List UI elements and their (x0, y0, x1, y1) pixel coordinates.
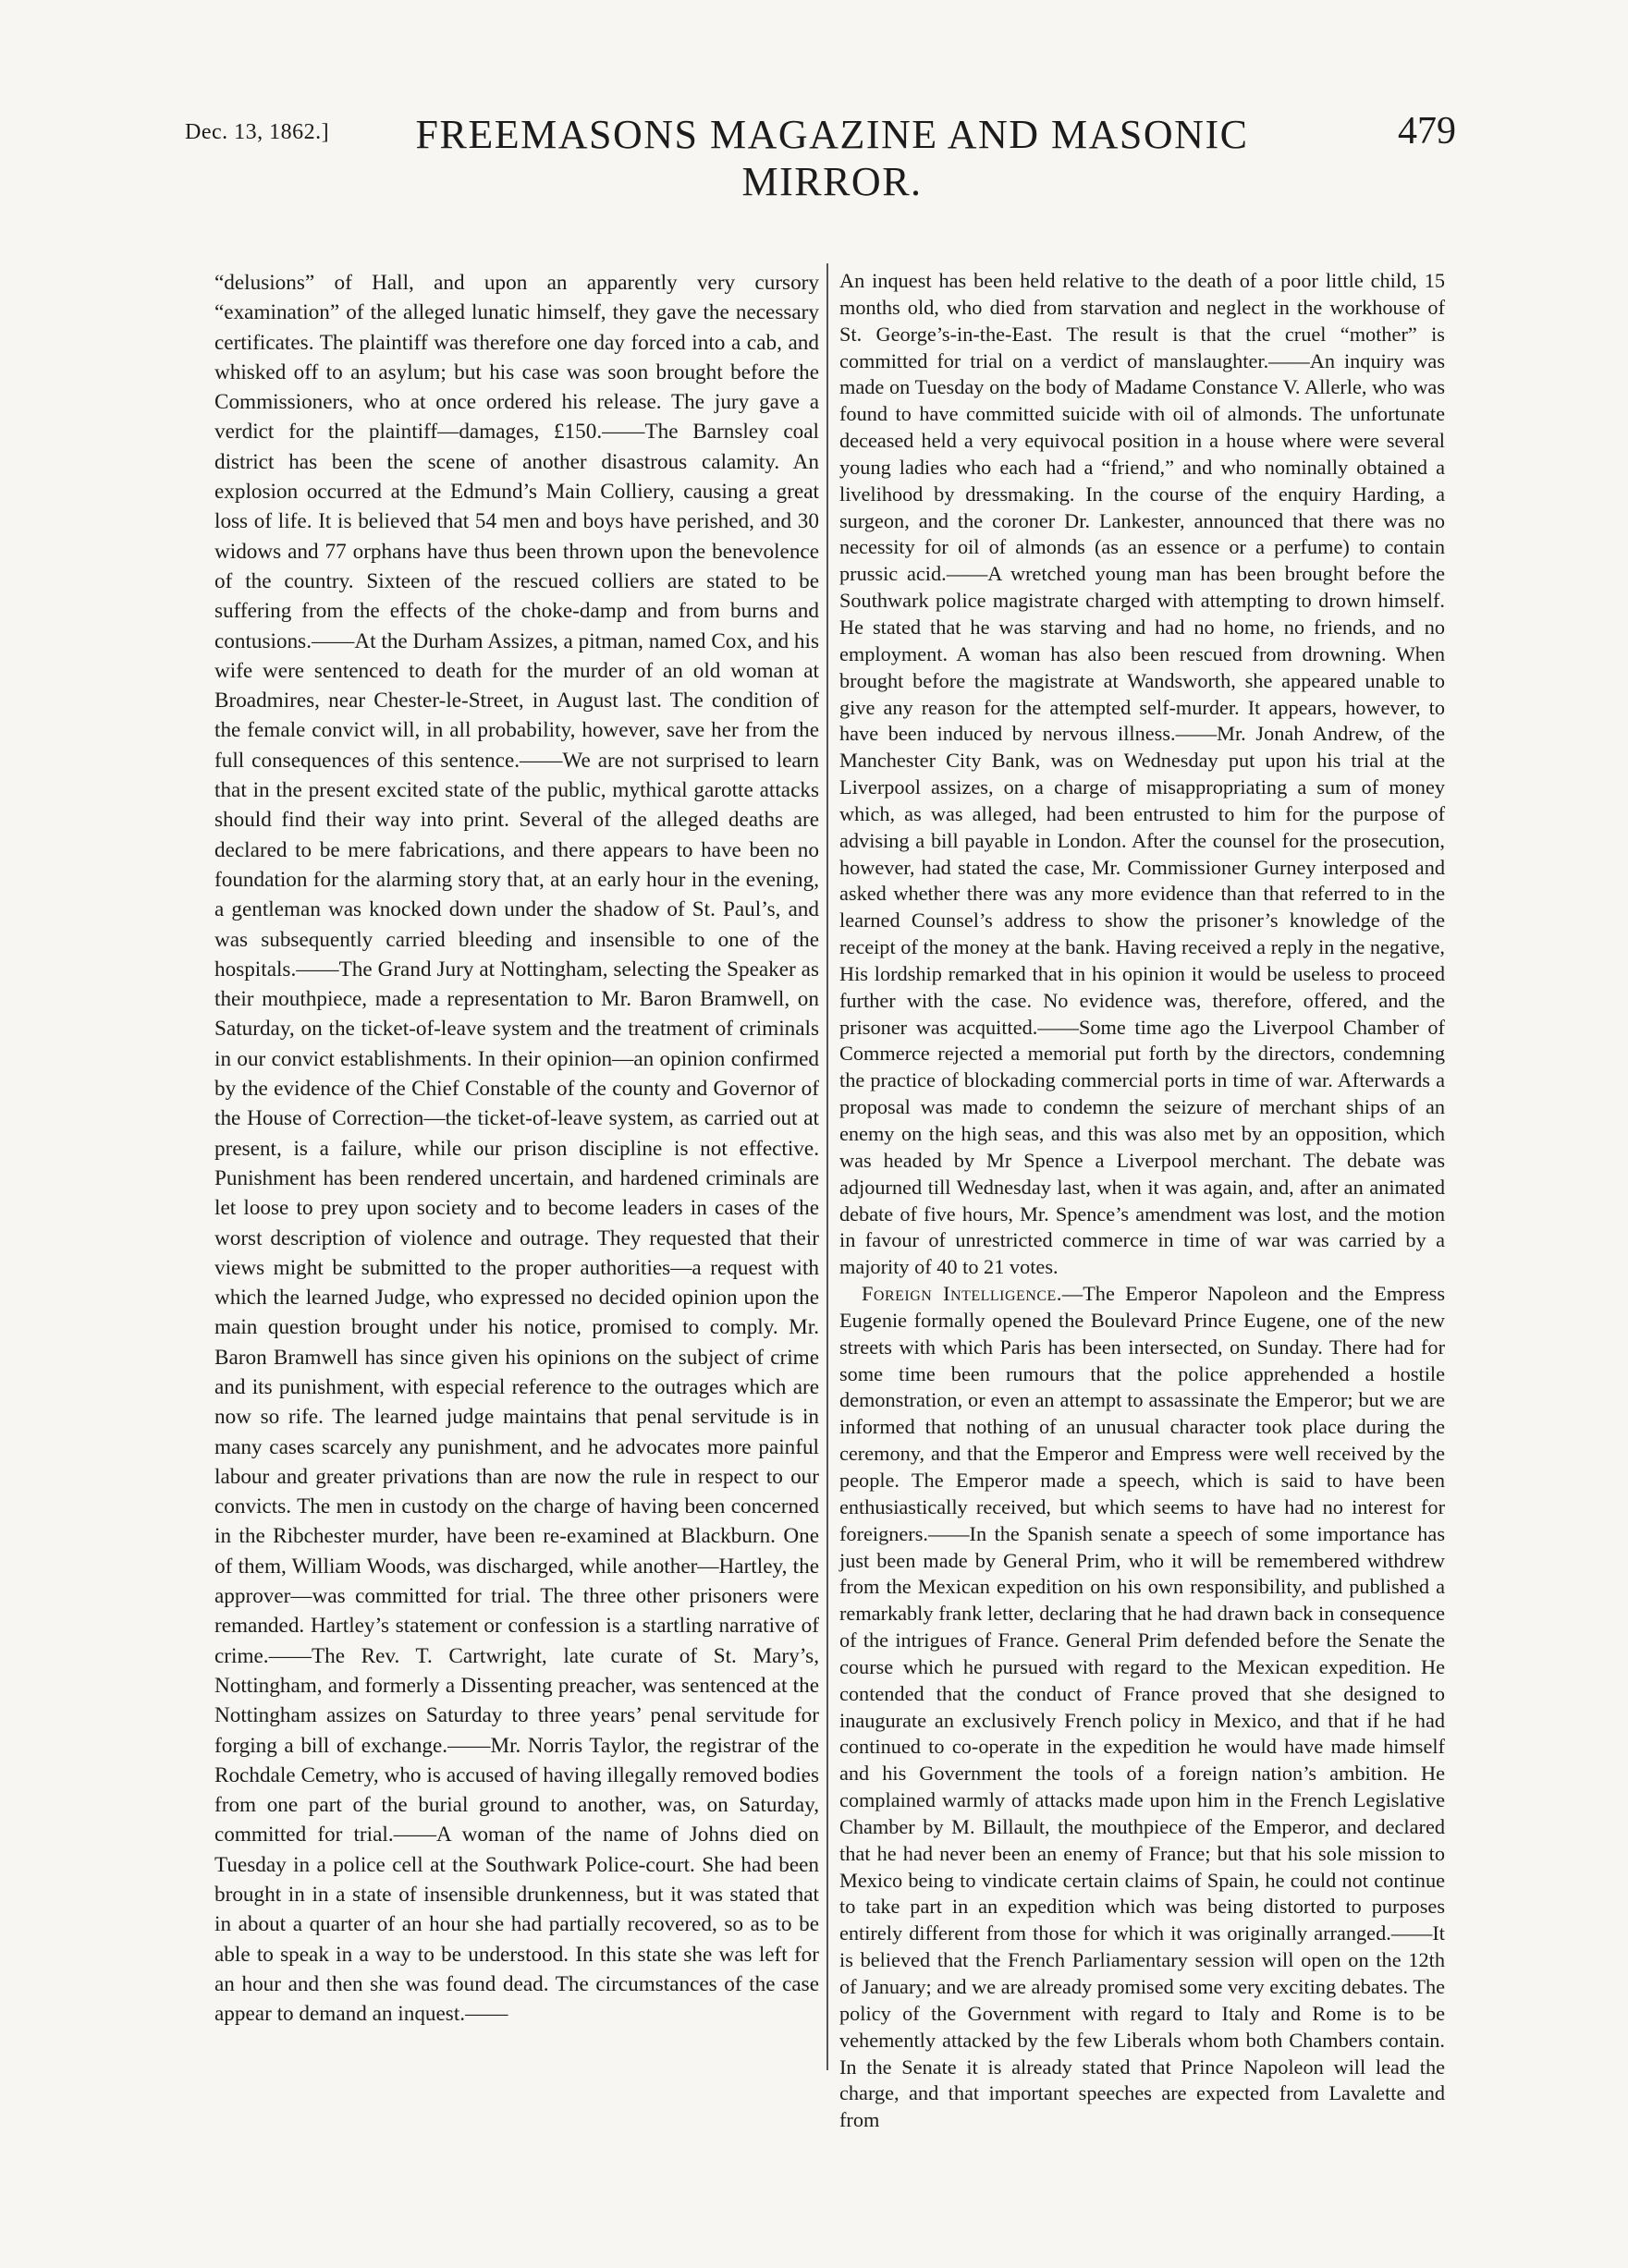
page-number: 479 (1398, 110, 1456, 152)
right-column-paragraph-1: An inquest has been held relative to the death of a poor little child, 15 months old, who died from starvation and neglect in the workhouse of St. George’s-in-the-East. The result is that the cruel “mother” is committed for trial on a verdict of manslaughter.——An inquiry was made on Tuesday on the body of Madame Constance V. Allerle, who was found to have committed suicide with oil of almonds. The unfortunate deceased held a very equivocal position in a house where were several young ladies who each had a “friend,” and who nominally obtained a livelihood by dressmaking. In the course of the enquiry Harding, a surgeon, and the coroner Dr. Lankester, announced that there was no necessity for oil of almonds (as an essence or a perfume) to contain prussic acid.——A wretched young man has been brought before the Southwark police magistrate charged with attempting to drown himself. He stated that he was starving and had no home, no friends, and no employment. A woman has also been rescued from drowning. When brought before the magistrate at Wandsworth, she appeared unable to give any reason for the attempted self-murder. It appears, however, to have been induced by nervous illness.——Mr. Jonah Andrew, of the Manchester City Bank, was on Wednesday put upon his trial at the Liverpool assizes, on a charge of misappropriating a sum of money which, as was alleged, had been entrusted to him for the purpose of advising a bill payable in London. After the counsel for the prosecution, however, had stated the case, Mr. Commissioner Gurney interposed and asked whether there was any more evidence than that referred to in the learned Counsel’s address to show the prisoner’s knowledge of the receipt of the money at the bank. Having received a reply in the negative, His lordship remarked that in his opinion it would be useless to proceed further with the case. No evidence was, therefore, offered, and the prisoner was acquitted.——Some time ago the Liverpool Chamber of Commerce rejected a memorial put forth by the directors, condemning the practice of blockading commercial ports in time of war. Afterwards a proposal was made to condemn the seizure of merchant ships of an enemy on the high seas, and this was also met by an opposition, which was headed by Mr Spence a Liverpool merchant. The debate was adjourned till Wednesday last, when it was again, and, after an animated debate of five hours, Mr. Spence’s amendment was lost, and the motion in favour of unrestricted commerce in time of war was carried by a majority of 40 to 21 votes. (839, 269, 1445, 1279)
issue-date: Dec. 13, 1862.] (185, 120, 330, 144)
publication-title: FREEMASONS MAGAZINE AND MASONIC MIRROR. (415, 112, 1249, 204)
column-divider (826, 263, 828, 2070)
masthead (148, 109, 1456, 204)
left-column-text: “delusions” of Hall, and upon an apparently very cursory “examination” of the alleged lunatic himself, they gave the necessary certificates. The plaintiff was therefore one day forced into a cab, and whisked off to an asylum; but his case was soon brought before the Commissioners, who at once ordered his release. The jury gave a verdict for the plaintiff—damages, £150.——The Barnsley coal district has been the scene of another disastrous calamity. An explosion occurred at the Edmund’s Main Colliery, causing a great loss of life. It is believed that 54 men and boys have perished, and 30 widows and 77 orphans have thus been thrown upon the benevolence of the country. Sixteen of the rescued colliers are stated to be suffering from the effects of the choke-damp and from burns and contusions.——At the Durham Assizes, a pitman, named Cox, and his wife were sentenced to death for the murder of an old woman at Broadmires, near Chester-le-Street, in August last. The condition of the female convict will, in all probability, however, save her from the full consequences of this sentence.——We are not surprised to learn that in the present excited state of the public, mythical garotte attacks should find their way into print. Several of the alleged deaths are declared to be mere fabrications, and there appears to have been no foundation for the alarming story that, at an early hour in the evening, a gentleman was knocked down under the shadow of St. Paul’s, and was subsequently carried bleeding and insensible to one of the hospitals.——The Grand Jury at Nottingham, selecting the Speaker as their mouthpiece, made a representation to Mr. Baron Bramwell, on Saturday, on the ticket-of-leave system and the treatment of criminals in our convict establishments. In their opinion—an opinion confirmed by the evidence of the Chief Constable of the county and Governor of the House of Correction—the ticket-of-leave system, as carried out at present, is a failure, while our prison discipline is not effective. Punishment has been rendered uncertain, and hardened criminals are let loose to prey upon society and to become leaders in cases of the worst description of violence and outrage. They requested that their views might be submitted to the proper authorities—a request with which the learned Judge, who expressed no decided opinion upon the main question brought under his notice, promised to comply. Mr. Baron Bramwell has since given his opinions on the subject of crime and its punishment, with especial reference to the outrages which are now so rife. The learned judge maintains that penal servitude is in many cases scarcely any punishment, and he advocates more painful labour and greater privations than are now the rule in respect to our convicts. The men in custody on the charge of having been concerned in the Ribchester murder, have been re-examined at Blackburn. One of them, William Woods, was discharged, while another—Hartley, the approver—was committed for trial. The three other prisoners were remanded. Hartley’s statement or confession is a startling narrative of crime.——The Rev. T. Cartwright, late curate of St. Mary’s, Nottingham, and formerly a Dissenting preacher, was sentenced at the Nottingham assizes on Saturday to three years’ penal servitude for forging a bill of exchange.——Mr. Norris Taylor, the registrar of the Rochdale Cemetry, who is accused of having illegally removed bodies from one part of the burial ground to another, was, on Saturday, committed for trial.——A woman of the name of Johns died on Tuesday in a police cell at the Southwark Police-court. She had been brought in in a state of insensible drunkenness, but it was stated that in about a quarter of an hour she had partially recovered, so as to be able to speak in a way to be understood. In this state she was left for an hour and then she was found dead. The circumstances of the case appear to demand an inquest.—— (214, 271, 819, 2027)
left-column (214, 268, 819, 2030)
right-column-paragraph-2-text: —The Emperor Napoleon and the Empress Eugenie formally opened the Boulevard Prince Eugene, one of the new streets with which Paris has been intersected, on Sunday. There had for some time been rumours that the police apprehended a hostile demonstration, or even an attempt to assassinate the Emperor; but we are informed that nothing of an unusual character took place during the ceremony, and that the Emperor and Empress were well received by the people. The Emperor made a speech, which is said to have been enthusiastically received, but which seems to have had no interest for foreigners.——In the Spanish senate a speech of some importance has just been made by General Prim, who it will be remembered withdrew from the Mexican expedition on his own responsibility, and published a remarkably frank letter, declaring that he had drawn back in consequence of the intrigues of France. General Prim defended before the Senate the course which he pursued with regard to the Mexican expedition. He contended that the conduct of France proved that she designed to inaugurate an exclusively French policy in Mexico, and that if he had continued to co-operate in the expedition he would have made himself and his Government the tools of a foreign nation’s ambition. He complained warmly of attacks made upon him in the French Legislative Chamber by M. Billault, the mouthpiece of the Emperor, and declared that he had never been an enemy of France; but that his sole mission to Mexico being to vindicate certain claims of Spain, he could not continue to take part in an expedition which was being distorted to purposes entirely different from those for which it was originally arranged.——It is believed that the French Parliamentary session will open on the 12th of January; and we are already promised some very exciting debates. The policy of the Government with regard to Italy and Rome is to be vehemently attacked by the few Liberals whom both Chambers contain. In the Senate it is already stated that Prince Napoleon will lead the charge, and that important speeches are expected from Lavalette and from (839, 1282, 1445, 2132)
right-column-paragraph-2 (839, 1281, 1445, 2134)
section-heading: Foreign Intelligence. (862, 1282, 1062, 1306)
right-column (839, 268, 1445, 2134)
